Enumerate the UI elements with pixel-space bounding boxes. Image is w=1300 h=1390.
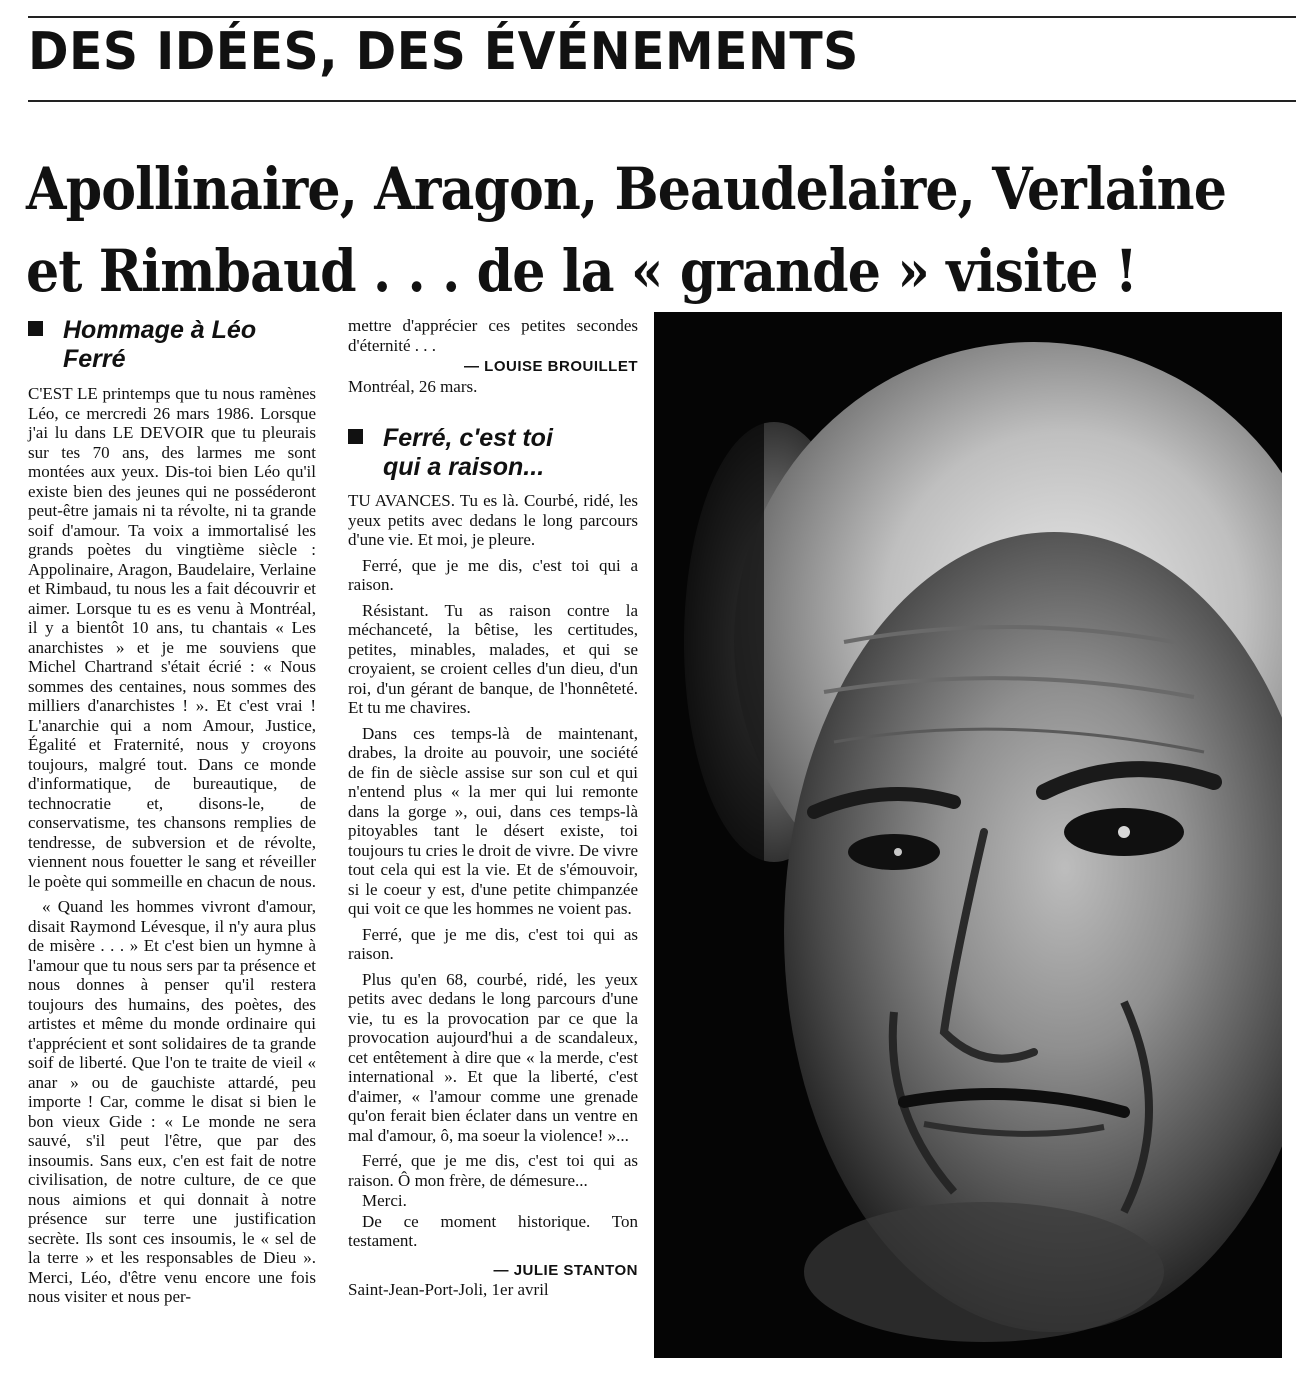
letter2-heading-line1: Ferré, c'est toi	[383, 424, 553, 452]
letter2-paragraph: Dans ces temps-là de maintenant, drabes, la droite au pouvoir, une société de fin de siècle assise sur son cul et qui n'entend plus « la mer qui lui remonte dans la gorge », oui, dans ces temps-là pitoyables tant le désert existe, toi toujours tu cries le droit de vivre. De vivre tout cela qui est la vie. Et de s'émouvoir, si le coeur y est, d'une petite chimpanzée qui voit ce que les hommes ne voient pas.	[348, 723, 638, 918]
letter2-paragraph: De ce moment historique. Ton testament.	[348, 1211, 638, 1250]
letter2-heading-line2: qui a raison...	[383, 453, 545, 481]
letter1-heading	[28, 316, 328, 374]
letter1-signature: — LOUISE BROUILLET	[464, 358, 638, 375]
portrait-illustration	[654, 312, 1282, 1358]
headline	[26, 148, 1227, 312]
letter1-place-date: Montréal, 26 mars.	[348, 376, 478, 396]
letter1-column	[28, 384, 316, 1307]
letter2-paragraph: TU AVANCES. Tu es là. Courbé, ridé, les yeux petits avec dedans le long parcours d'une vie. Et moi, je pleure.	[348, 491, 638, 549]
portrait-photo	[654, 312, 1282, 1358]
letter2-paragraph: Résistant. Tu as raison contre la méchanceté, la bêtise, les certitudes, petites, minables, malades, et qui se croyaient, se croient celles d'un dieu, d'un roi, d'un gérant de banque, de l'honnêteté. Et tu me chavires.	[348, 600, 638, 717]
letter2-paragraph: Ferré, que je me dis, c'est toi qui a raison.	[348, 555, 638, 594]
letter1-continuation: mettre d'apprécier ces petites secondes d'éternité . . .	[348, 316, 638, 355]
letter1-paragraph: C'EST LE printemps que tu nous ramènes Léo, ce mercredi 26 mars 1986. Lorsque j'ai lu dans LE DEVOIR que tu pleurais sur tes 70 ans, des larmes me sont montées aux yeux. Dis-toi bien Léo qu'il existe bien des jeunes qui ne posséderont peut-être jamais ni ta révolte, ni ta grande soif d'amour. Ta voix a immortalisé les grands poètes du vingtième siècle : Appolinaire, Aragon, Baudelaire, Verlaine et Rimbaud, tu nous les a fait découvrir et aimer. Lorsque tu es es venu à Montréal, il y a bientôt 10 ans, tu chantais « Les anarchistes » et je me souviens que Michel Chartrand s'était écrié : « Nous sommes des centaines, nous sommes des milliers d'anarchistes ! ». Et c'est vrai ! L'anarchie qui a nom Amour, Justice, Égalité et Fraternité, nous y croyons toujours, malgré tout. Dans ce monde d'informatique, de bureautique, de technocratie et, disons-le, de conservatisme, tes chansons remplies de tendresse, de subversion et de révolte, viennent nous fouetter le sang et réveiller le poète qui sommeille en chacun de nous.	[28, 384, 316, 891]
letter2-paragraph: Plus qu'en 68, courbé, ridé, les yeux petits avec dedans le long parcours d'une vie, tu es la provocation par ce que la provocation aujourd'hui a de scandaleux, cet entêtement à dire que « la merde, c'est international ». Et que la liberté, c'est d'aimer, « l'amour comme une grenade qu'on ferait bien éclater dans un ventre en mal d'amour, ô, ma soeur la violence! »...	[348, 969, 638, 1145]
top-rule	[28, 16, 1296, 18]
letter2-place-date: Saint-Jean-Port-Joli, 1er avril	[348, 1280, 549, 1299]
section-rule	[28, 100, 1296, 102]
letter2-paragraph: Merci.	[362, 1191, 407, 1210]
letter1-heading-line2: Ferré	[63, 345, 126, 373]
letter1-continuation-block	[348, 316, 638, 396]
letter2-paragraph: Ferré, que je me dis, c'est toi qui as raison.	[348, 924, 638, 963]
letter2-signature: — JULIE STANTON	[493, 1261, 638, 1279]
letter1-paragraph: « Quand les hommes vivront d'amour, disait Raymond Lévesque, il n'y aura plus de misère . . . » Et c'est bien un hymne à l'amour que tu nous sers par ta présence et nous donnes à penser qu'il restera toujours des humains, des poètes, des artistes et même du monde ordinaire qui t'apprécient et sont solidaires de ta grande soif de liberté. Que l'on te traite de vieil « anar » ou de gauchiste attardé, peu importe ! Car, comme le disat si bien le bon vieux Gide : « Le monde ne sera sauvé, s'il peut l'être, que par des insoumis. Sans eux, c'en est fait de notre civilisation, de notre culture, de ce que nous aimions et qui donnait à notre présence sur terre une justification secrète. Ils sont ces insoumis, le « sel de la terre » et les responsables de Dieu ». Merci, Léo, d'être venu encore une fois nous visiter et nous per-	[28, 897, 316, 1306]
headline-line-1: Apollinaire, Aragon, Beaudelaire, Verlaine	[26, 155, 1227, 223]
letter2-paragraph: Ferré, que je me dis, c'est toi qui as raison. Ô mon frère, de démesure...	[348, 1151, 638, 1190]
bullet-square-icon	[28, 321, 43, 336]
headline-line-2: et Rimbaud . . . de la « grande » visite !	[26, 237, 1137, 305]
letter2-heading	[348, 424, 648, 482]
section-title: DES IDÉES, DES ÉVÉNEMENTS	[28, 22, 859, 82]
letter1-heading-line1: Hommage à Léo	[63, 316, 257, 344]
bullet-square-icon	[348, 429, 363, 444]
letter2-column	[348, 491, 638, 1300]
